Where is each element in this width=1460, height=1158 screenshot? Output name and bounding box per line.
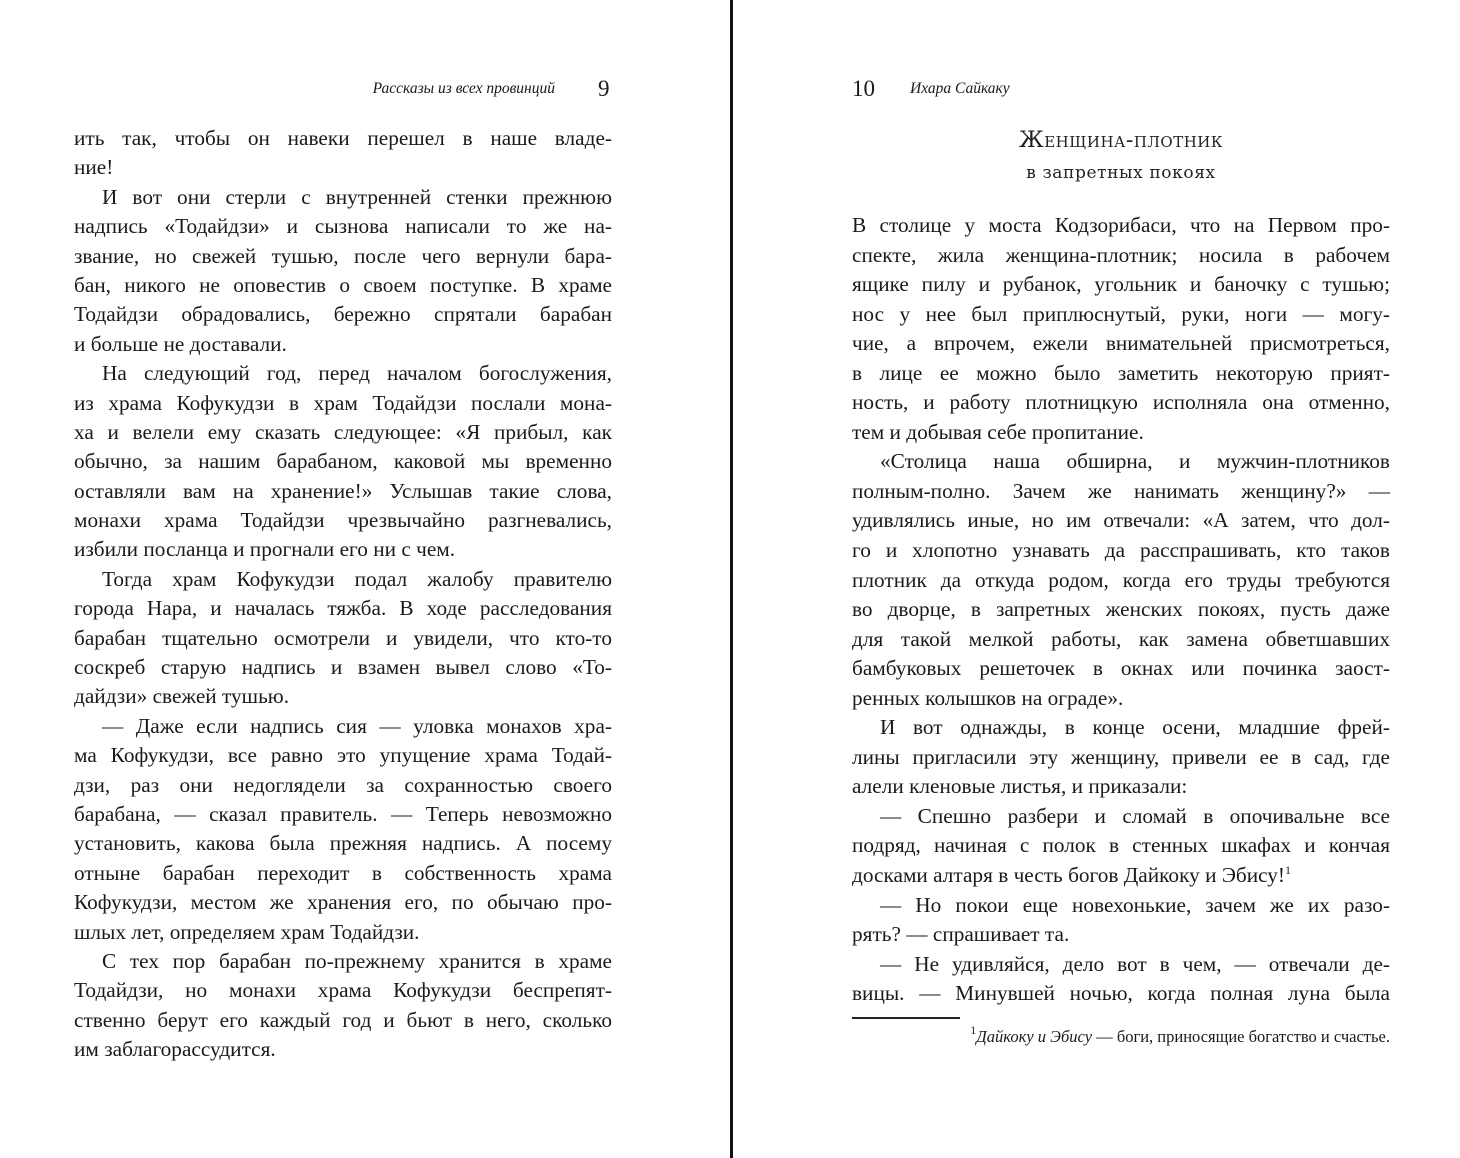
text-line: тем и добывая себе пропитание. (852, 419, 1144, 444)
text-line: спекте, жила женщина-плотник; носила в рабочем (852, 242, 1390, 267)
text-line: барабан тщательно осмотрели и увидели, что кто-то (74, 625, 612, 650)
page-gutter-divider (730, 0, 733, 1158)
left-page-text (74, 124, 612, 1065)
text-line: избили посланца и прогнали его ни с чем. (74, 537, 456, 562)
paragraph (74, 712, 612, 947)
paragraph (74, 183, 612, 359)
text-line: — Но покои еще новехонькие, зачем же их разо- (880, 892, 1390, 917)
text-line: им заблагорассудится. (74, 1037, 276, 1062)
text-line: звание, но свежей тушью, после чего вернули бара- (74, 243, 612, 268)
text-line: Кофукудзи, местом же хранения его, по обычаю про- (74, 890, 612, 915)
text-line: бан, никого не оповестив о своем поступке. В храме (74, 272, 612, 297)
text-line: города Нара, и началась тяжба. В ходе расследования (74, 596, 612, 621)
text-line: Тогда храм Кофукудзи подал жалобу правителю (102, 566, 612, 591)
text-line: в лице ее можно было заметить некоторую прият- (852, 360, 1390, 385)
text-line: ственно берут его каждый год и бьют в него, сколько (74, 1007, 612, 1032)
text-line: ние! (74, 155, 114, 180)
text-line: — Не удивляйся, дело вот в чем, — отвечали де- (880, 951, 1390, 976)
text-line: для такой мелкой работы, как замена обветшавших (852, 626, 1390, 651)
text-line: удивлялись иные, но им отвечали: «А затем, что дол- (852, 508, 1390, 533)
text-line: установить, какова была прежняя надпись. А посему (74, 831, 612, 856)
text-line: И вот они стерли с внутренней стенки прежнюю (102, 184, 612, 209)
right-running-head: Ихара Сайкаку (910, 80, 1010, 97)
text-line: алели кленовые листья, и приказали: (852, 774, 1188, 799)
text-line: ить так, чтобы он навеки перешел в наше владе- (74, 126, 612, 150)
text-line: ность, и работу плотницкую исполняла она отменно, (852, 390, 1390, 415)
paragraph (852, 447, 1390, 713)
text-line: В столице у моста Кодзорибаси, что на Первом про- (852, 213, 1390, 237)
chapter-subtitle: в запретных покоях (1026, 163, 1216, 183)
text-line: ящике пилу и рубанок, угольник и баночку с тушью; (852, 272, 1390, 297)
paragraph (74, 359, 612, 565)
footnote-text: — боги, приносящие богатство и счастье. (1092, 1027, 1390, 1046)
text-line: надпись «Тодайдзи» и сызнова написали то же на- (74, 214, 612, 239)
text-line: отныне барабан переходит в собственность храма (74, 860, 612, 885)
text-line: монахи храма Тодайдзи чрезвычайно разгневались, (74, 508, 612, 533)
text-line: вицы. — Минувшей ночью, когда полная луна была (852, 981, 1390, 1006)
text-line: ма Кофукудзи, все равно это упущение храма Тодай- (74, 743, 612, 768)
text-line: бамбуковых решеточек в окнах или починка заост- (852, 656, 1390, 681)
footnote-reference: 1 (1285, 863, 1292, 878)
paragraph (852, 802, 1390, 891)
text-line: Тодайдзи обрадовались, бережно спрятали барабан (74, 302, 612, 327)
paragraph (852, 891, 1390, 950)
text-line: и больше не доставали. (74, 331, 287, 356)
footnote-rule (852, 1017, 960, 1019)
text-line: Тодайдзи, но монахи храма Кофукудзи беспрепят- (74, 978, 612, 1003)
text-line: — Даже если надпись сия — уловка монахов хра- (102, 713, 612, 738)
paragraph (74, 565, 612, 712)
text-line: подряд, начиная с полок в стенных шкафах и кончая (852, 833, 1390, 858)
text-line: «Столица наша обширна, и мужчин-плотников (880, 449, 1390, 474)
text-line: С тех пор барабан по-прежнему хранится в храме (102, 948, 612, 973)
text-line: дайдзи» свежей тушью. (74, 684, 290, 709)
chapter-title: Женщина-плотник (1019, 128, 1223, 153)
footnote (852, 1023, 1390, 1047)
paragraph (74, 124, 612, 183)
text-line: обычно, за нашим барабаном, каковой мы временно (74, 449, 612, 474)
paragraph (74, 947, 612, 1065)
right-page-number: 10 (852, 76, 875, 101)
text-line: дзи, раз они недоглядели за сохранностью своего (74, 772, 612, 797)
paragraph (852, 950, 1390, 1009)
text-line: го и хлопотно узнавать да расспрашивать, кто таков (852, 538, 1390, 563)
text-line: оставляли вам на хранение!» Услышав такие слова, (74, 478, 612, 503)
text-line: досками алтаря в честь богов Дайкоку и Эбису!$^1$ (852, 863, 1292, 888)
text-line: во дворце, в запретных женских покоях, пусть даже (852, 597, 1390, 622)
text-line: лины пригласили эту женщину, привели ее в сад, где (852, 744, 1390, 769)
text-line: полным-полно. Зачем же нанимать женщину?» — (852, 478, 1390, 503)
text-line: из храма Кофукудзи в храм Тодайдзи послали мона- (74, 390, 612, 415)
text-line: ренных колышков на ограде». (852, 685, 1124, 710)
left-running-head: Рассказы из всех провинций (372, 80, 555, 97)
text-line: ха и велели ему сказать следующее: «Я прибыл, как (74, 419, 612, 444)
text-line: чие, а впрочем, ежели внимательней присмотреться, (852, 331, 1390, 356)
text-line: барабана, — сказал правитель. — Теперь невозможно (74, 801, 612, 826)
text-line: плотник да откуда родом, когда его труды требуются (852, 567, 1390, 592)
right-page-text (852, 211, 1390, 1009)
text-line: На следующий год, перед началом богослужения, (102, 361, 612, 386)
text-line: нос у нее был приплюснутый, руки, ноги — могу- (852, 301, 1390, 326)
text-line: соскреб старую надпись и взамен вывел слово «То- (74, 655, 612, 680)
text-line: И вот однажды, в конце осени, младшие фрей- (880, 715, 1390, 740)
paragraph (852, 211, 1390, 447)
left-page-number: 9 (598, 76, 610, 101)
text-line: — Спешно разбери и сломай в опочивальне все (880, 803, 1390, 828)
footnote-term: Дайкоку и Эбису (976, 1027, 1093, 1046)
paragraph (852, 713, 1390, 802)
text-line: шлых лет, определяем храм Тодайдзи. (74, 919, 420, 944)
text-line: рять? — спрашивает та. (852, 922, 1070, 947)
footnote-mark: 1 (970, 1023, 977, 1037)
